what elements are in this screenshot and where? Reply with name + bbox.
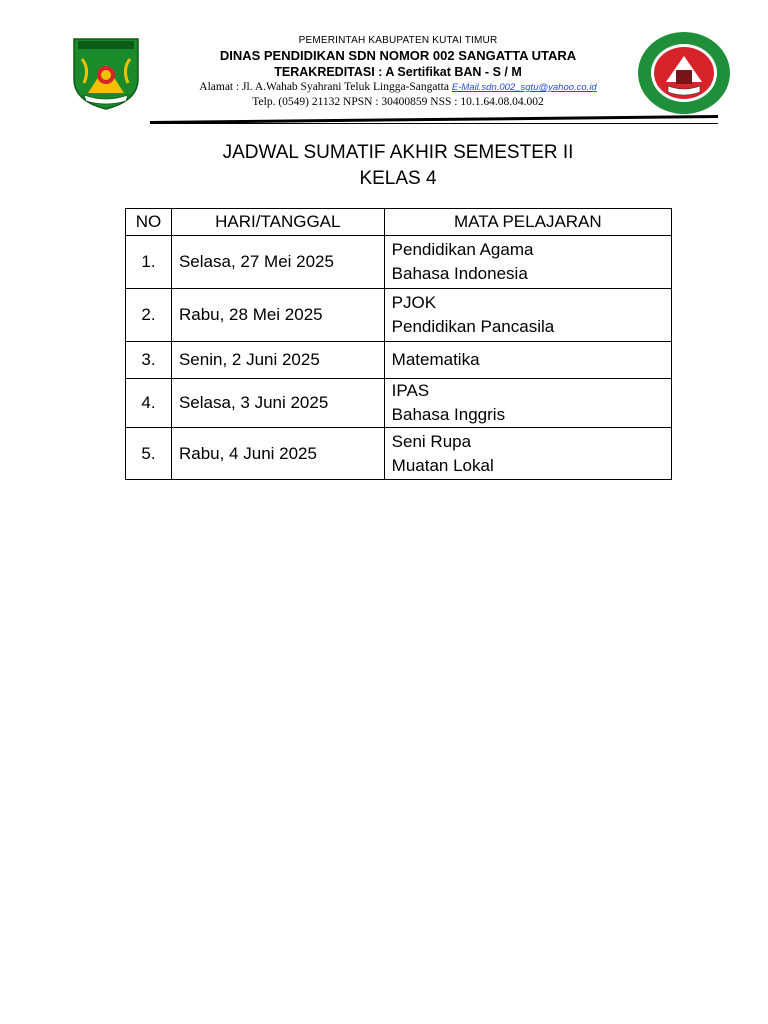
phone-npsn-line: Telp. (0549) 21132 NPSN : 30400859 NSS : 10.1.64.08.04.002: [252, 96, 544, 108]
row-date: Rabu, 28 Mei 2025: [171, 289, 384, 342]
row-no: 5.: [126, 428, 172, 480]
accreditation-line: TERAKREDITASI : A Sertifikat BAN - S / M: [274, 65, 522, 79]
agency-school-name: DINAS PENDIDIKAN SDN NOMOR 002 SANGATTA UTARA: [219, 48, 577, 63]
address-text: Alamat : Jl. A.Wahab Syahrani Teluk Lingga-Sangatta: [199, 81, 452, 93]
subject: Bahasa Inggris: [391, 405, 506, 424]
header-no: NO: [126, 209, 172, 236]
subject: Pendidikan Pancasila: [391, 317, 555, 336]
header-hari-tanggal: HARI/TANGGAL: [171, 209, 384, 236]
row-subjects: [384, 236, 671, 289]
table-row: [126, 342, 672, 379]
subject: Bahasa Indonesia: [391, 264, 528, 283]
row-no: 1.: [126, 236, 172, 289]
row-date: Rabu, 4 Juni 2025: [171, 428, 384, 480]
kabupaten-kutai-timur-emblem-icon: [68, 35, 144, 111]
letterhead: [0, 0, 768, 130]
document-title: [0, 140, 768, 192]
row-no: 2.: [126, 289, 172, 342]
subject: IPAS: [391, 381, 430, 400]
row-date: Selasa, 3 Juni 2025: [171, 379, 384, 428]
table-row: [126, 289, 672, 342]
header-mata-pelajaran: MATA PELAJARAN: [384, 209, 671, 236]
subject: Matematika: [391, 350, 480, 369]
subject: Muatan Lokal: [391, 455, 494, 475]
title-line-2: KELAS 4: [359, 168, 437, 189]
row-subjects: [384, 379, 671, 428]
title-line-1: JADWAL SUMATIF AKHIR SEMESTER II: [222, 142, 574, 163]
row-no: 4.: [126, 379, 172, 428]
table-row: [126, 236, 672, 289]
subject: PJOK: [391, 293, 437, 312]
row-subjects: [384, 342, 671, 379]
sdn-002-sangatta-utara-seal-icon: [636, 30, 732, 116]
address-line: [150, 80, 646, 95]
government-name: PEMERINTAH KABUPATEN KUTAI TIMUR: [298, 35, 498, 46]
email-link[interactable]: E-Mail.sdn.002_sgtu@yahoo.co.id: [451, 82, 597, 93]
letterhead-rule-thin: [150, 123, 718, 124]
letterhead-text: [150, 34, 646, 110]
table-row: [126, 428, 672, 480]
row-no: 3.: [126, 342, 172, 379]
table-header-row: [126, 209, 672, 236]
row-date: Senin, 2 Juni 2025: [171, 342, 384, 379]
schedule-table: [125, 208, 672, 480]
row-date: Selasa, 27 Mei 2025: [171, 236, 384, 289]
row-subjects: [384, 428, 671, 480]
subject: Pendidikan Agama: [391, 240, 534, 259]
subject: Seni Rupa: [391, 431, 472, 451]
row-subjects: [384, 289, 671, 342]
table-row: [126, 379, 672, 428]
